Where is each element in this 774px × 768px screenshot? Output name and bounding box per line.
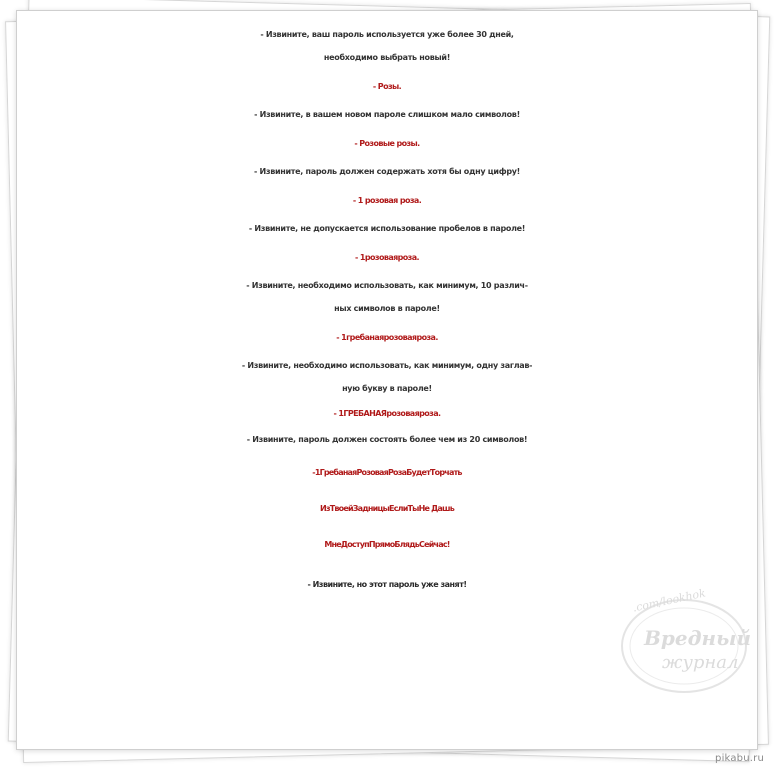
password-attempt-line: - 1розоваяроза. (355, 253, 419, 262)
watermark-subtitle: журнал (662, 652, 739, 673)
final-message-line: - Извините, но этот пароль уже занят! (307, 580, 467, 589)
error-message-line: необходимо выбрать новый! (323, 53, 451, 62)
password-attempt-line: МнеДоступПрямоБлядьСейчас! (324, 540, 450, 549)
password-attempt-line: - 1 розовая роза. (352, 196, 422, 205)
error-message-line: - Извините, необходимо использовать, как минимум, одну заглав- (241, 361, 533, 370)
error-message-line: - Извините, пароль должен содержать хотя бы одну цифру! (253, 167, 521, 176)
password-attempt-line: - 1гребанаярозоваяроза. (336, 333, 438, 342)
source-credit: pikabu.ru (715, 753, 764, 764)
error-message-line: - Извините, не допускается использование пробелов в пароле! (248, 224, 526, 233)
watermark-url: .com/lookhok (631, 586, 707, 615)
watermark-title: Вредный (644, 626, 751, 650)
error-message-line: - Извините, необходимо использовать, как минимум, 10 различ- (246, 281, 528, 290)
error-message-line: ных символов в пароле! (334, 304, 440, 313)
password-attempt-line: -1ГребанаяРозоваяРозаБудетТорчать (312, 468, 462, 477)
error-message-line: ную букву в пароле! (342, 384, 432, 393)
dialogue-text (17, 23, 757, 605)
error-message-line: - Извините, пароль должен состоять более чем из 20 символов! (246, 435, 528, 444)
password-attempt-line: ИзТвоейЗадницыЕслиТыНе Дашь (320, 504, 454, 513)
password-attempt-line: - Розы. (372, 82, 402, 91)
error-message-line: - Извините, ваш пароль используется уже более 30 дней, (260, 30, 514, 39)
password-attempt-line: - 1ГРЕБАНАЯрозоваяроза. (333, 409, 441, 418)
error-message-line: - Извините, в вашем новом пароле слишком мало символов! (254, 110, 520, 119)
watermark-stamp (604, 586, 754, 700)
password-attempt-line: - Розовые розы. (354, 139, 420, 148)
